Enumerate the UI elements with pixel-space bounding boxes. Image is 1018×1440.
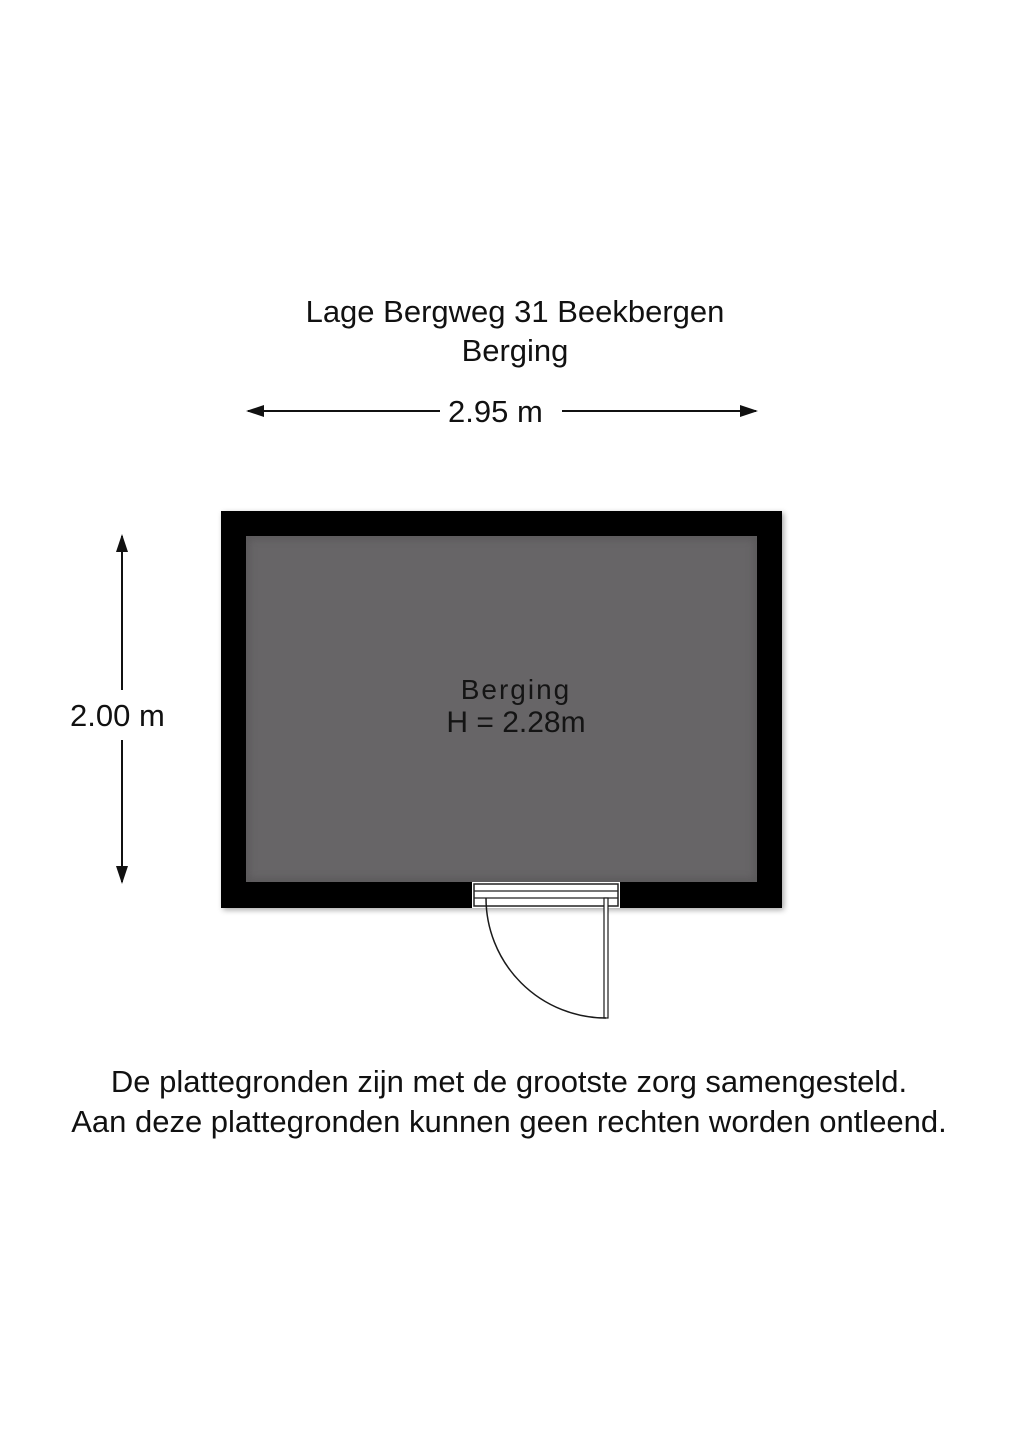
room-label	[416, 673, 616, 739]
height-dimension-label: 2.00 m	[66, 692, 169, 740]
disclaimer-line-1: De plattegronden zijn met de grootste zorg samengesteld.	[110, 1064, 908, 1099]
room-ceiling-height: H = 2.28m	[446, 706, 586, 739]
address-title: Lage Bergweg 31 Beekbergen	[305, 294, 725, 329]
width-dimension-label: 2.95 m	[440, 394, 551, 430]
door-swing-arc	[486, 898, 606, 1018]
room-name: Berging	[460, 674, 572, 705]
plan-title	[0, 292, 1018, 370]
disclaimer	[0, 1062, 1018, 1142]
floor-title: Berging	[461, 333, 569, 368]
door-leaf	[604, 898, 608, 1018]
disclaimer-line-2: Aan deze plattegronden kunnen geen rechten worden ontleend.	[71, 1104, 947, 1139]
door	[472, 882, 620, 1018]
door-frame	[474, 884, 618, 906]
